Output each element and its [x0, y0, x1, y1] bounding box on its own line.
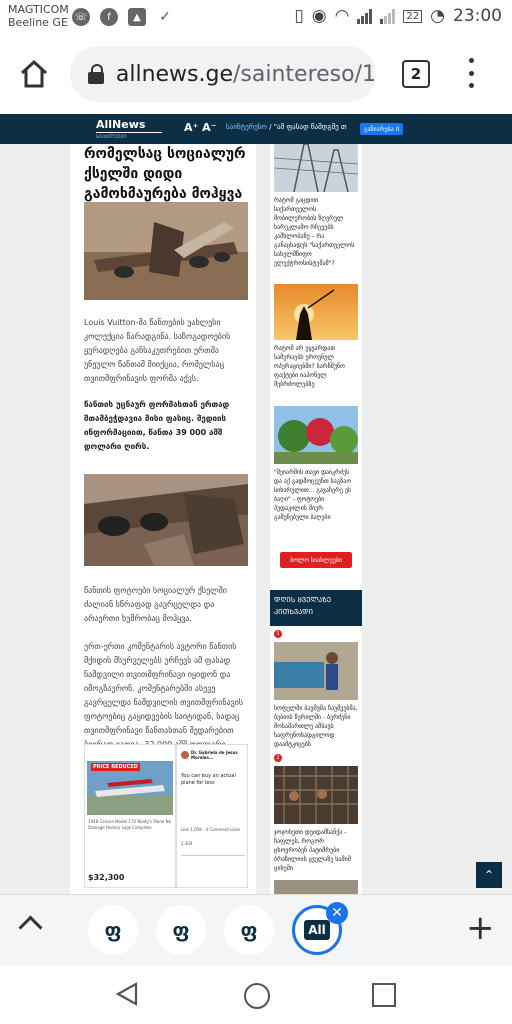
- status-bar: [0, 0, 512, 34]
- chevron-up-icon[interactable]: [18, 915, 42, 939]
- recent-apps-icon[interactable]: [372, 983, 396, 1007]
- facebook-share-button[interactable]: გაზიარება 0: [360, 123, 403, 135]
- embedded-post[interactable]: [84, 744, 248, 888]
- wifi-icon: ◠: [334, 6, 350, 26]
- listing-caption: 1948 Cessna Model 170 Beaty's Plane No Damage History Logs Complete: [88, 819, 172, 830]
- article-photo-2: [84, 474, 248, 566]
- sidebar-photo-3[interactable]: [274, 406, 358, 464]
- battery-saver-icon: ◔: [430, 6, 445, 26]
- plane-listing: [84, 744, 176, 888]
- article-paragraph-3: წანთის ფოტოები სოციალურ ქსელში ძალიან სწრაფად გავრცელდა და არაერთი ხუმრობაც მოჰყვა.: [84, 586, 227, 623]
- post-text: You can buy an actual plane for less: [181, 773, 236, 786]
- right-gutter: [362, 144, 512, 894]
- tab-active-label: All: [304, 920, 330, 940]
- clock: 23:00: [453, 6, 502, 26]
- tab-2[interactable]: ფ: [156, 905, 206, 955]
- home-icon[interactable]: [18, 58, 50, 90]
- download-done-icon: ✓: [159, 9, 171, 25]
- article: [70, 144, 256, 894]
- system-icons: [294, 6, 502, 26]
- url-text: allnews.ge/saintereso/1: [115, 61, 376, 87]
- new-tab-icon[interactable]: +: [466, 908, 495, 948]
- notification-icons: [72, 8, 174, 26]
- post-author: Dr. Gabriela de Jesus Morales...: [191, 750, 238, 760]
- sidebar-item-3-text[interactable]: "შეიარმის თავი დაიკრძეს და აქ გადმოცეუნთ საგზაო სიხარულით... გავაჩერე ეს ბაღი" - ფოტოები პუდაკილის მიერ გაშენებული ბაღები: [274, 469, 352, 521]
- post-count: 2,304: [181, 841, 193, 846]
- home-nav-icon[interactable]: [244, 983, 270, 1009]
- signal-2-icon: [380, 8, 395, 24]
- left-gutter: [0, 144, 70, 894]
- signal-icon: [357, 8, 372, 24]
- battery-icon: 22: [403, 10, 422, 23]
- tab-3[interactable]: ფ: [224, 905, 274, 955]
- latest-news-button[interactable]: ბოლო სიახლეები: [280, 552, 352, 568]
- menu-icon[interactable]: [466, 58, 476, 88]
- avatar: [181, 751, 189, 759]
- popular-header: ᲓᲦᲘᲡ ᲧᲕᲔᲚᲐᲖᲔ ᲙᲘᲗᲮᲕᲐᲓᲘ: [270, 590, 362, 626]
- site-logo[interactable]: AllNews ᲡᲘᲐᲮᲚᲔᲔᲑᲘ: [96, 118, 162, 140]
- tab-switcher-button[interactable]: 2: [402, 60, 430, 88]
- rank-badge: 1: [274, 630, 282, 638]
- price-reduced-tag: PRICE REDUCED: [93, 764, 138, 770]
- tab-1[interactable]: ფ: [88, 905, 138, 955]
- viber-icon: ☏: [72, 8, 90, 26]
- close-icon[interactable]: ✕: [326, 902, 348, 924]
- lock-icon: [88, 64, 104, 84]
- carrier-sub: Beeline GE: [8, 16, 68, 29]
- popular-item-2-text[interactable]: ჯოჯოხეთი დეიდამსანქა - ჩაფლეს, როგორ ცხოვრობენ პატიმრები ბრაზილიის ყველაზე საშიშ ციხეში: [274, 829, 351, 872]
- sidebar-item-2-text[interactable]: რატომ არ უყვარდათ სამურაებს ეროვნულ ოპერაციებში? სარწმუნო ფაქტები იაპონელ მებრძოლებზე: [274, 345, 345, 388]
- divider: [181, 855, 245, 856]
- social-post: [176, 744, 248, 888]
- system-nav-bar: [0, 966, 512, 1024]
- popular-photo-2[interactable]: [274, 766, 358, 824]
- vibrate-icon: ▯: [294, 6, 304, 26]
- listing-price: $32,300: [88, 873, 125, 882]
- carrier-name: MAGTICOM: [8, 3, 69, 16]
- sidebar: [270, 144, 362, 894]
- popular-photo-1[interactable]: [274, 642, 358, 700]
- url-bar[interactable]: [70, 46, 376, 102]
- site-header: [0, 114, 512, 144]
- breadcrumb: [226, 123, 347, 131]
- popular-photo-3[interactable]: [274, 880, 358, 894]
- post-likes: Like 1,058 · 4 Comment Likes: [181, 827, 241, 832]
- tab-strip: [0, 894, 512, 967]
- article-title: რომელსაც სოციალურ ქსელში დიდი გამოხმაურება მოჰყვა: [84, 146, 246, 202]
- back-icon[interactable]: [114, 981, 140, 1007]
- article-paragraph-2: წანთის უცნაურ ფორმასთან ერთად შთამბეჭდავია მისი ფასიც. მედიის ინფორმაციით, წანთა 39 000 აშშ დოლარი ღირს.: [84, 400, 230, 451]
- article-paragraph-1: Louis Vuitton-მა წანთების უახლესი კოლექცია წარადგინა. საზოგადოების ყურადღება განსაკუთრებით ერთმა უნეულო წანთამ მიიქცია, რომელსაც თვითმფრინავის ფორმა აქვს.: [84, 318, 231, 383]
- sidebar-photo-2[interactable]: [274, 284, 358, 340]
- sidebar-photo-1[interactable]: [274, 144, 358, 192]
- gutter: [256, 144, 270, 894]
- eye-icon: ◉: [311, 6, 327, 26]
- popular-item-1-text[interactable]: სოფელში ბავშვმა ჩაუშვებმა, ბებიის წერილში - ბერძენი მოსამართლე ამბავს საფრენოსადგილოდ დაამტკიცებს: [274, 705, 358, 748]
- facebook-icon: f: [100, 8, 118, 26]
- rank-badge: 2: [274, 754, 282, 762]
- article-paragraph-4: ერთ-ერთი კომენტარის ავტორი წანთის მქიდის მსურველებს ურჩევს ამ ფასად ნამდვილი თვითმფრინავი იყიდონ და იმოგზაურონ. კომენტარებში ასევე გავრცელდა ნამდვილის თვითმფრინავის ფოტოებიც გაყიდვების საიტიდან, სადაც თვითმფრინავი წანთასთან შედარებით: [84, 642, 244, 735]
- font-size-control[interactable]: A⁺ A⁻: [184, 121, 217, 134]
- article-photo-1: [84, 202, 248, 300]
- carrier: [8, 3, 69, 29]
- gallery-icon: ▲: [128, 8, 146, 26]
- scroll-top-button[interactable]: ⌃: [476, 862, 502, 888]
- sidebar-item-1-text[interactable]: რატომ გაცდით საქართველოს მობილურობის ზღვრულ სარეკლამო რჩევებს კაშხლობაზე – რა განაცხადეს "საქართველოს სახელმწიფო ელექტროსისტემამ"?: [274, 197, 355, 267]
- breadcrumb-category[interactable]: საინტერესო: [226, 123, 267, 131]
- browser-toolbar: [0, 38, 512, 110]
- breadcrumb-current: / "ამ ფასად წამდგმე თ: [269, 123, 347, 131]
